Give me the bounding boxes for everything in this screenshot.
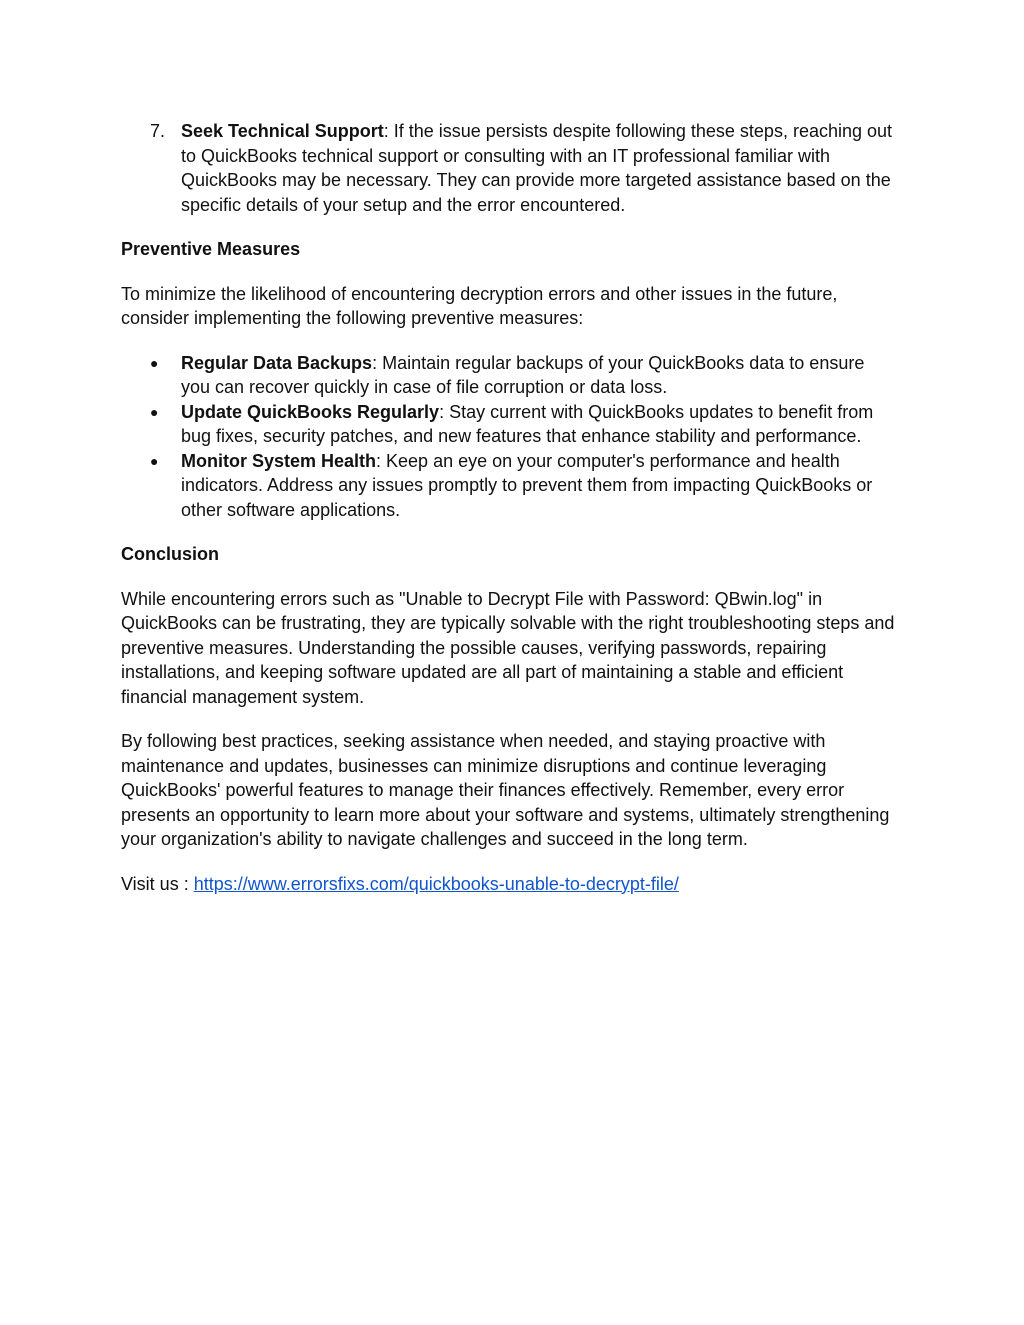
list-item-title: Update QuickBooks Regularly <box>181 401 440 422</box>
document-page <box>121 119 896 896</box>
section-heading-preventive: Preventive Measures <box>121 239 301 259</box>
bullet-icon: ● <box>150 354 159 371</box>
conclusion-paragraph-1: While encountering errors such as "Unable to Decrypt File with Password: QBwin.log" in QuickBooks can be frustrating, they are typically solvable with the right troubleshooting steps and preventive measures. Understanding the possible causes, verifying passwords, repairing installations, and keeping software updated are all part of maintaining a stable and efficient financial management system. <box>121 588 895 707</box>
bullet-icon: ● <box>150 452 159 469</box>
preventive-measures-list <box>121 351 896 523</box>
visit-us-label: Visit us : <box>121 873 194 894</box>
list-item-update-quickbooks <box>121 400 896 449</box>
conclusion-paragraph-2: By following best practices, seeking assistance when needed, and staying proactive with maintenance and updates, businesses can minimize disruptions and continue leveraging QuickBooks' powerful features to manage their finances effectively. Remember, every error presents an opportunity to learn more about your software and systems, ultimately strengthening your organization's ability to navigate challenges and succeed in the long term. <box>121 731 890 849</box>
bullet-icon: ● <box>150 403 159 420</box>
list-item-text: : Stay current with QuickBooks updates to benefit from bug fixes, security patches, and new features that enhance stability and performance. <box>181 401 874 446</box>
list-number: 7. <box>150 121 166 141</box>
visit-us-line <box>121 872 896 897</box>
list-item-monitor-system-health <box>121 449 896 523</box>
list-item-title: Seek Technical Support <box>181 121 384 141</box>
list-item-title: Monitor System Health <box>181 450 377 471</box>
list-item-text: : Keep an eye on your computer's performance and health indicators. Address any issues promptly to prevent them from impacting QuickBooks or other software applications. <box>181 450 873 520</box>
list-item-regular-data-backups <box>121 351 896 400</box>
list-item-text: : Maintain regular backups of your QuickBooks data to ensure you can recover quickly in case of file corruption or data loss. <box>181 352 865 397</box>
list-item-text: : If the issue persists despite following these steps, reaching out to QuickBooks technical support or consulting with an IT professional familiar with QuickBooks may be necessary. They can provide more targeted assistance based on the specific details of your setup and the error encountered. <box>181 121 893 215</box>
preventive-intro-paragraph: To minimize the likelihood of encountering decryption errors and other issues in the future, consider implementing the following preventive measures: <box>121 283 838 328</box>
list-item-title: Regular Data Backups <box>181 352 373 373</box>
numbered-list-item-7 <box>121 119 896 217</box>
website-link[interactable]: https://www.errorsfixs.com/quickbooks-unable-to-decrypt-file/ <box>193 873 679 894</box>
section-heading-conclusion: Conclusion <box>121 544 219 564</box>
